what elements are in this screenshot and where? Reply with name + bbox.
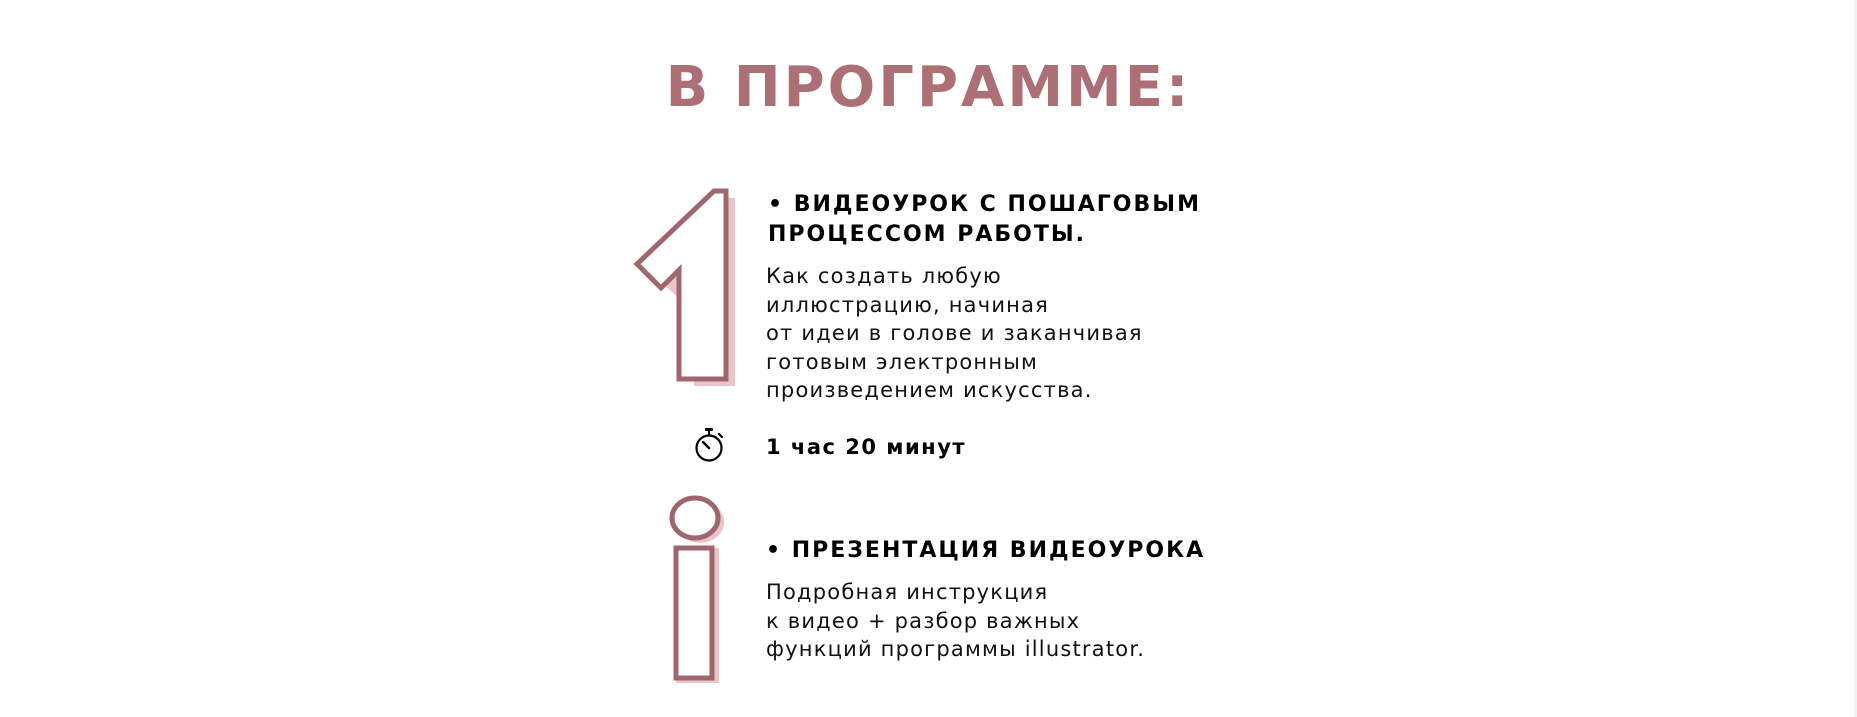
item-1-description-line: Как создать любую <box>766 264 1002 288</box>
section-title: В ПРОГРАММЕ: <box>665 54 1192 120</box>
item-2-description-line: Подробная инструкция <box>766 580 1049 604</box>
item-2-heading <box>766 536 1205 566</box>
item-1-description <box>766 262 1143 405</box>
stopwatch-icon <box>692 427 726 463</box>
item-1-heading-line2: ПРОЦЕССОМ РАБОТЫ. <box>768 222 1087 247</box>
item-1-description-line: произведением искусства. <box>766 378 1093 402</box>
letter-i-glyph <box>666 494 736 686</box>
letter-i-dot-outline <box>672 498 718 538</box>
number-one-glyph <box>630 188 740 388</box>
item-1-description-line: от идеи в голове и заканчивая <box>766 321 1143 345</box>
item-1-heading-line1: • ВИДЕОУРОК С ПОШАГОВЫМ <box>768 192 1201 217</box>
number-one-outline <box>637 191 726 379</box>
item-1-heading <box>768 190 1201 250</box>
item-2-description <box>766 578 1145 664</box>
item-2-description-line: к видео + разбор важных <box>766 608 1081 633</box>
item-1-description-line: готовым электронным <box>766 349 1039 374</box>
item-1-duration: 1 час 20 минут <box>766 435 967 459</box>
item-1-description-line: иллюстрацию, начиная <box>766 292 1050 317</box>
item-2-description-line: функций программы illustrator. <box>766 637 1146 661</box>
letter-i-stem-outline <box>676 548 712 678</box>
item-2-heading-line1: • ПРЕЗЕНТАЦИЯ ВИДЕОУРОКА <box>766 538 1206 563</box>
